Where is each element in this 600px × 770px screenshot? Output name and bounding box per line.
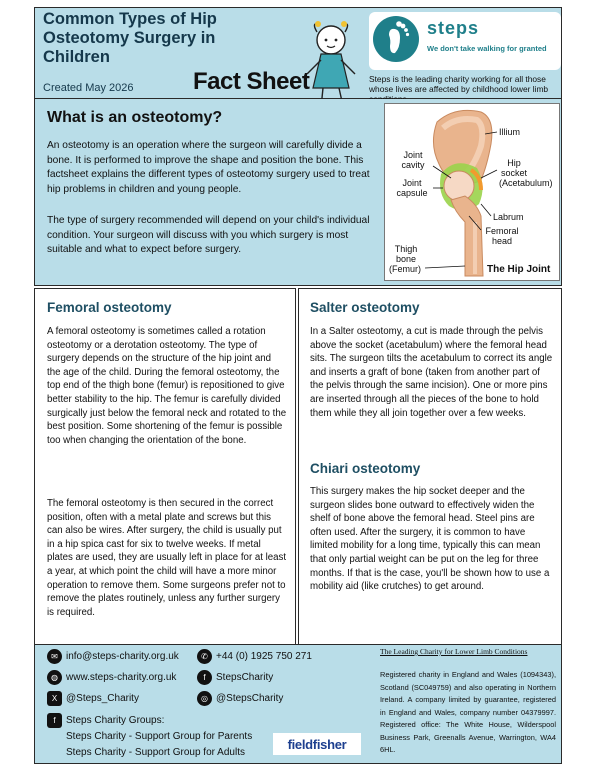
salter-paragraph: In a Salter osteotomy, a cut is made through the pelvis above the socket (acetabulum) where the femoral head sits. The surgeon tilts the acetabulum to correct its angle and inserts a graft of bone (taken from another part of the pelvis through the same incision). One or more pins are inserted through all the pieces of the bone to hold them while they all join together over a few weeks. bbox=[310, 326, 553, 419]
email-text[interactable]: info@steps-charity.org.uk bbox=[66, 651, 179, 662]
label-hip-socket: Hip socket bbox=[501, 158, 528, 178]
twitter-text[interactable]: @Steps_Charity bbox=[66, 693, 139, 704]
page-title: Common Types of Hip Osteotomy Surgery in Children bbox=[43, 10, 217, 66]
group-adults-text[interactable]: Steps Charity - Support Group for Adults bbox=[66, 747, 245, 758]
label-femur: (Femur) bbox=[389, 264, 421, 274]
logo-tagline: We don't take walking for granted bbox=[427, 44, 547, 53]
facebook-icon: f bbox=[197, 670, 212, 685]
label-labrum: Labrum bbox=[493, 212, 524, 222]
footer-group-adults[interactable] bbox=[66, 747, 245, 758]
footer-twitter[interactable] bbox=[47, 691, 139, 706]
phone-text[interactable]: +44 (0) 1925 750 271 bbox=[216, 651, 312, 662]
created-date: Created May 2026 bbox=[43, 82, 134, 94]
label-joint-capsule: Joint capsule bbox=[396, 178, 428, 198]
label-femoral-head: Femoral head bbox=[485, 226, 519, 246]
footer-registration-text: Registered charity in England and Wales (1094343), Scotland (SC049759) and also operating in Northern Ireland. A company limited by guarantee, registered in England and Wales, company number 04379997. Registered office: The White House, Wilderspool Business Park, Greenalls Avenue, Warrington, WA4 6HL. bbox=[380, 670, 556, 754]
femoral-paragraph-2: The femoral osteotomy is then secured in the correct position, often with a metal plate and screws but this can also be wires. After surgery, the child is usually put in a hip spica cast for six to twelve weeks. If metal plates are used, they are usually left in place for at least a year, at which point the child will have a more minor operation to remove them. Some surgeons prefer not to remove the plates routinely, unless any further surgery is required. bbox=[47, 498, 287, 618]
footer bbox=[34, 644, 562, 764]
label-acetabulum: (Acetabulum) bbox=[499, 178, 553, 188]
logo-name: steps bbox=[427, 18, 480, 38]
instagram-icon: ◎ bbox=[197, 691, 212, 706]
globe-icon: ◍ bbox=[47, 670, 62, 685]
intro-section bbox=[34, 99, 562, 286]
facebook-square-icon: f bbox=[47, 713, 62, 728]
steps-logo bbox=[369, 12, 561, 70]
x-twitter-icon: X bbox=[47, 691, 62, 706]
group-parents-text[interactable]: Steps Charity - Support Group for Parents bbox=[66, 731, 253, 742]
footer-instagram[interactable] bbox=[197, 691, 283, 706]
footer-website[interactable] bbox=[47, 670, 176, 685]
intro-paragraph-2: The type of surgery recommended will depend on your child's individual condition. Your surgeon will discuss with you which surgery is most suitable and what to expect before surgery. bbox=[47, 215, 370, 255]
footer-facebook[interactable] bbox=[197, 670, 273, 685]
label-joint-cavity: Joint cavity bbox=[401, 150, 425, 170]
femoral-heading: Femoral osteotomy bbox=[47, 300, 172, 315]
phone-icon: ✆ bbox=[197, 649, 212, 664]
chiari-heading: Chiari osteotomy bbox=[310, 461, 421, 476]
footer-charity-title: The Leading Charity for Lower Limb Conditions bbox=[380, 647, 528, 656]
footer-email[interactable] bbox=[47, 649, 179, 664]
label-ilium: Illium bbox=[499, 127, 521, 137]
instagram-text[interactable]: @StepsCharity bbox=[216, 693, 284, 704]
footer-groups bbox=[47, 713, 164, 728]
intro-paragraph-1: An osteotomy is an operation where the surgeon will carefully divide a bone. It is performed to improve the shape and position the bone. This factsheet explains the different types of osteotomy surgery used to treat hip problems in children and young people. bbox=[47, 140, 370, 195]
diagram-title: The Hip Joint bbox=[487, 264, 551, 275]
footprint-icon bbox=[373, 16, 419, 62]
email-icon: ✉ bbox=[47, 649, 62, 664]
fact-sheet-label: Fact Sheet bbox=[193, 68, 310, 95]
label-thigh-bone: Thigh bone bbox=[394, 244, 418, 264]
salter-chiari-section bbox=[298, 288, 562, 646]
intro-heading: What is an osteotomy? bbox=[47, 109, 223, 126]
femoral-paragraph-1: A femoral osteotomy is sometimes called a rotation osteotomy or a derotation osteotomy. The type of surgery depends on the structure of the hip joint and the age of the child. During the femoral osteotomy, the top end of the thigh bone (femur) is repositioned to give better stability to the hip. The femur is carefully divided surgically just below the femoral neck and rotated to the best position. Some shortening of the femur is possible too when changing the orientation of the bone. bbox=[47, 326, 287, 446]
fieldfisher-logo: fieldfisher bbox=[273, 733, 361, 755]
chiari-paragraph: This surgery makes the hip socket deeper and the surgeon slides bone outward to effectively widen the shelf of bone above the femoral head. Steel pins are often used. After the surgery, it is common to have limited mobility for a long time, typically this can mean that only partial weight can be put on the leg for three months. If that is the case, you'll be shown how to use a mobility aid (like crutches) to get around. bbox=[310, 486, 550, 593]
header bbox=[34, 7, 562, 99]
hip-joint-diagram bbox=[384, 103, 560, 281]
charity-description: Steps is the leading charity working for all those whose lives are affected by childhood lower limb bbox=[369, 74, 549, 94]
facebook-text[interactable]: StepsCharity bbox=[216, 672, 274, 683]
footer-phone[interactable] bbox=[197, 649, 312, 664]
website-text[interactable]: www.steps-charity.org.uk bbox=[66, 672, 177, 683]
salter-heading: Salter osteotomy bbox=[310, 300, 420, 315]
groups-label: Steps Charity Groups: bbox=[66, 715, 165, 726]
footer-group-parents[interactable] bbox=[66, 731, 252, 742]
femoral-section bbox=[34, 288, 296, 646]
